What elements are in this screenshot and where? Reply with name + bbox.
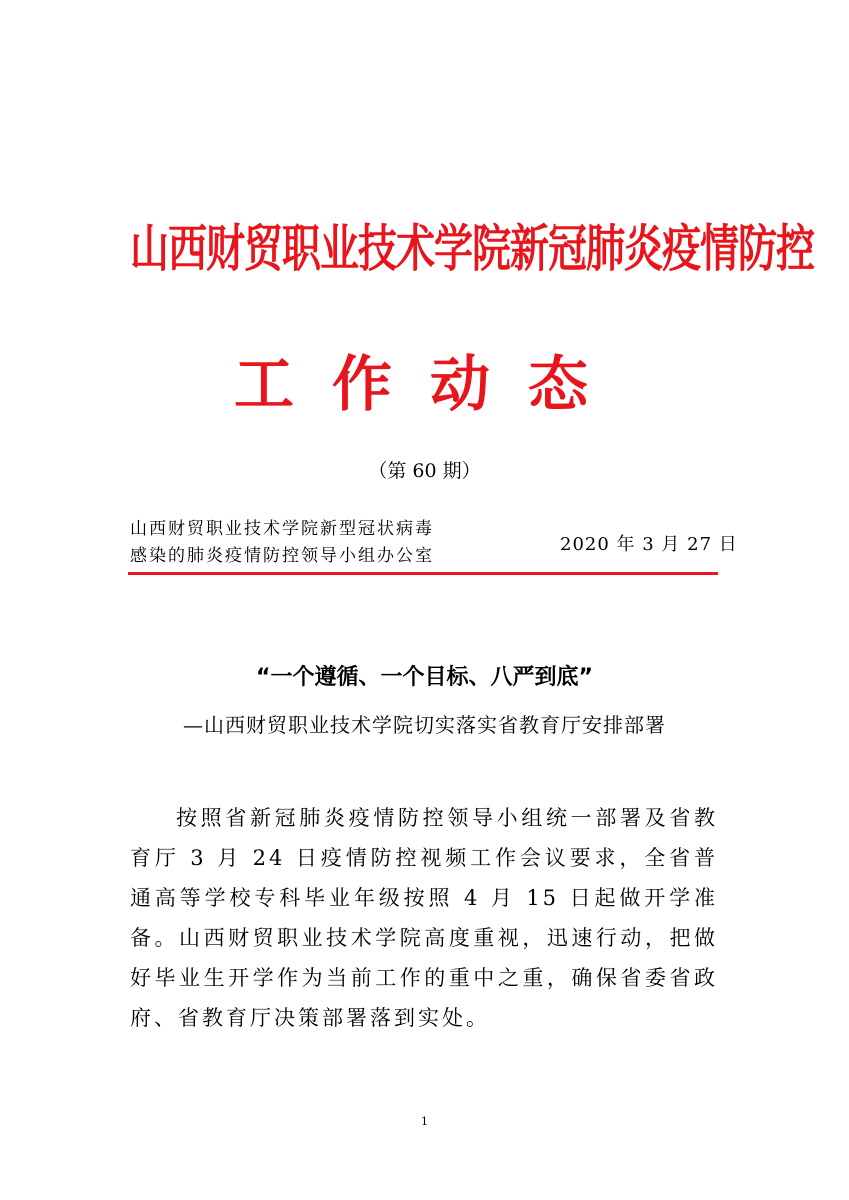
- page-number: 1: [421, 1115, 428, 1128]
- masthead-subtitle: 工作动态: [234, 350, 626, 420]
- issue-date: 2020 年 3 月 27 日: [560, 534, 738, 555]
- issuer-line-2: 感染的肺炎疫情防控领导小组办公室: [130, 546, 434, 566]
- masthead-title: 山西财贸职业技术学院新冠肺炎疫情防控: [130, 220, 815, 280]
- issue-number: （第 60 期）: [368, 460, 481, 482]
- issuer-block: [130, 516, 470, 570]
- article-headline: “一个遵循、一个目标、八严到底”: [256, 665, 593, 690]
- article-paragraph: 按照省新冠肺炎疫情防控领导小组统一部署及省教育厅 3 月 24 日疫情防控视频工作会议要求，全省普通高等学校专科毕业年级按照 4 月 15 日起做开学准备。山西财贸职业技术学院高度重视，迅速行动，把做好毕业生开学作为当前工作的重中之重，确保省委省政府、省教育厅决策部署落到实处。: [130, 806, 718, 1030]
- issuer-line-1: 山西财贸职业技术学院新型冠状病毒: [130, 519, 434, 539]
- header-divider: [128, 572, 718, 575]
- article-subheadline: —山西财贸职业技术学院切实落实省教育厅安排部署: [183, 713, 666, 737]
